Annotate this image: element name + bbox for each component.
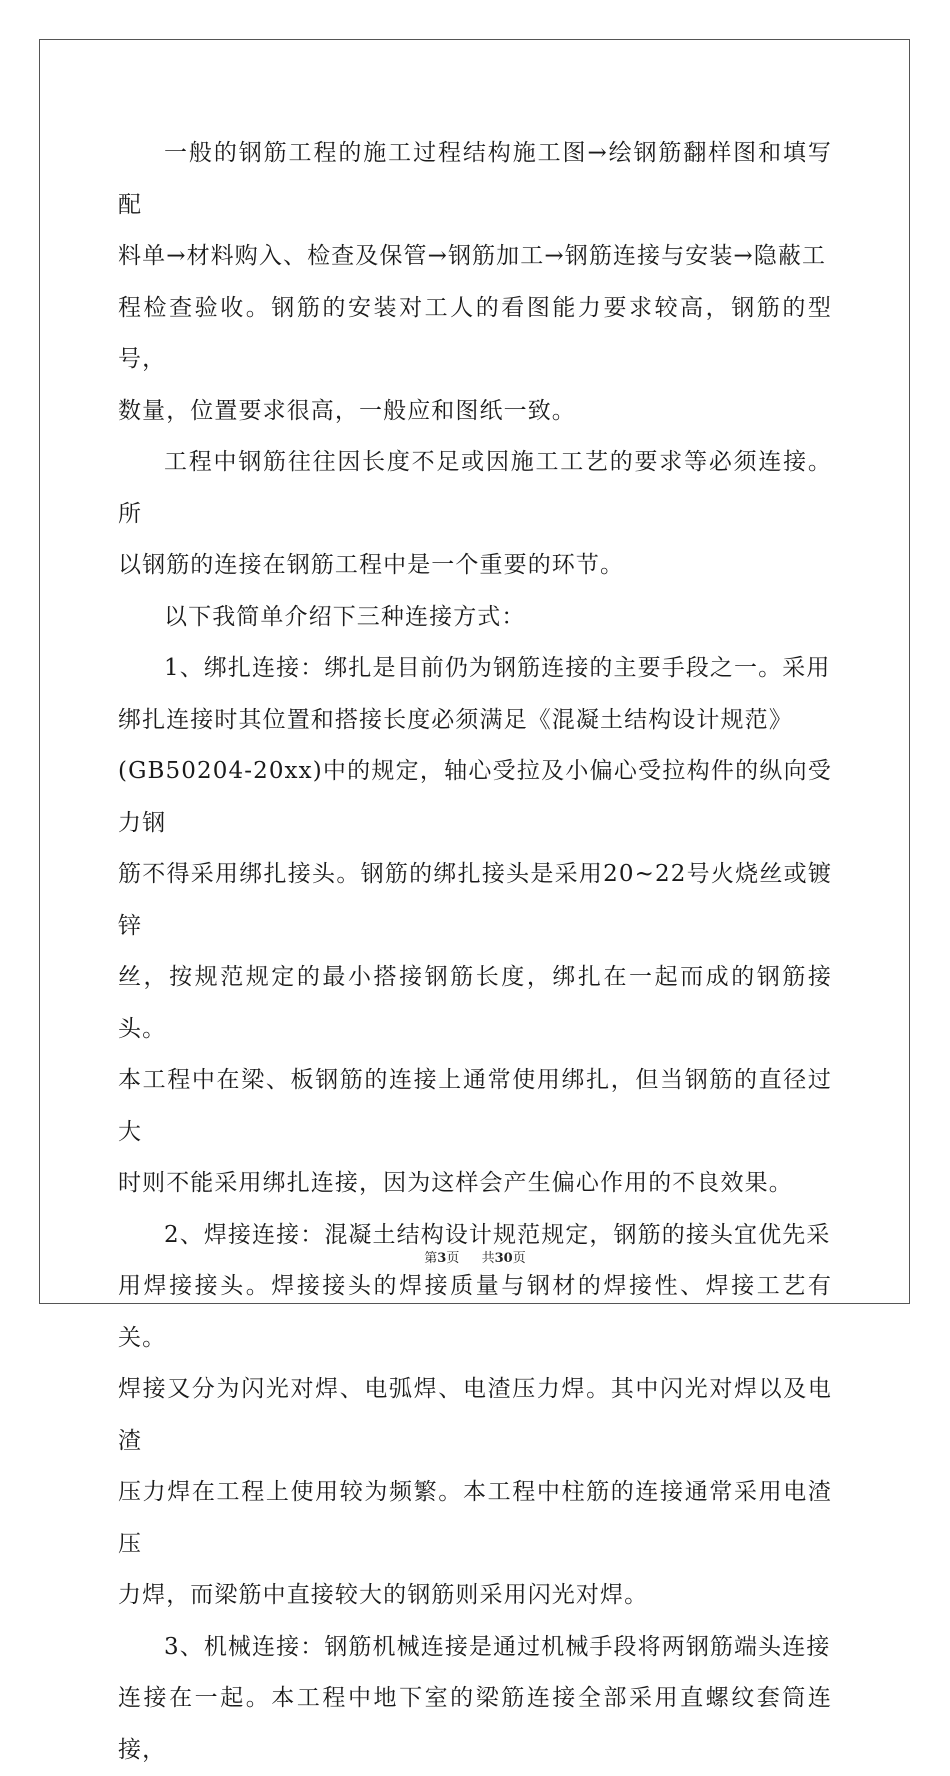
- page-number-label: 第3页: [424, 1247, 459, 1266]
- paragraph-process: 一般的钢筋工程的施工过程结构施工图→绘钢筋翻样图和填写配 料单→材料购入、检查及保管→钢筋加工→钢筋连接与安装→隐蔽工 程检查验收。钢筋的安装对工人的看图能力要求较高，钢筋的型号， 数量，位置要求很高，一般应和图纸一致。: [118, 128, 832, 437]
- current-page-number: 3: [437, 1251, 446, 1266]
- paragraph-intro-methods: 以下我简单介绍下三种连接方式：: [118, 592, 832, 644]
- paragraph-welding-connection: 2、焊接连接：混凝土结构设计规范规定，钢筋的接头宜优先采 用焊接接头。焊接接头的焊接质量与钢材的焊接性、焊接工艺有关。 焊接又分为闪光对焊、电弧焊、电渣压力焊。其中闪光对焊以及电渣 压力焊在工程上使用较为频繁。本工程中柱筋的连接通常采用电渣压 力焊，而梁筋中直接较大的钢筋则采用闪光对焊。: [118, 1210, 832, 1622]
- page-footer: [0, 1247, 950, 1266]
- document-body: [118, 128, 832, 1776]
- total-pages-label: 共30页: [482, 1247, 526, 1266]
- paragraph-binding-connection: 1、绑扎连接：绑扎是目前仍为钢筋连接的主要手段之一。采用 绑扎连接时其位置和搭接长度必须满足《混凝土结构设计规范》 (GB50204-20xx)中的规定，轴心受拉及小偏心受拉构件的纵向受力钢 筋不得采用绑扎接头。钢筋的绑扎接头是采用20~22号火烧丝或镀锌 丝，按规范规定的最小搭接钢筋长度，绑扎在一起而成的钢筋接头。 本工程中在梁、板钢筋的连接上通常使用绑扎，但当钢筋的直径过大 时则不能采用绑扎连接，因为这样会产生偏心作用的不良效果。: [118, 643, 832, 1210]
- paragraph-connection-importance: 工程中钢筋往往因长度不足或因施工工艺的要求等必须连接。所 以钢筋的连接在钢筋工程中是一个重要的环节。: [118, 437, 832, 592]
- paragraph-mechanical-connection: 3、机械连接：钢筋机械连接是通过机械手段将两钢筋端头连接 连接在一起。本工程中地下室的梁筋连接全部采用直螺纹套筒连接，: [118, 1622, 832, 1776]
- total-page-count: 30: [495, 1251, 513, 1266]
